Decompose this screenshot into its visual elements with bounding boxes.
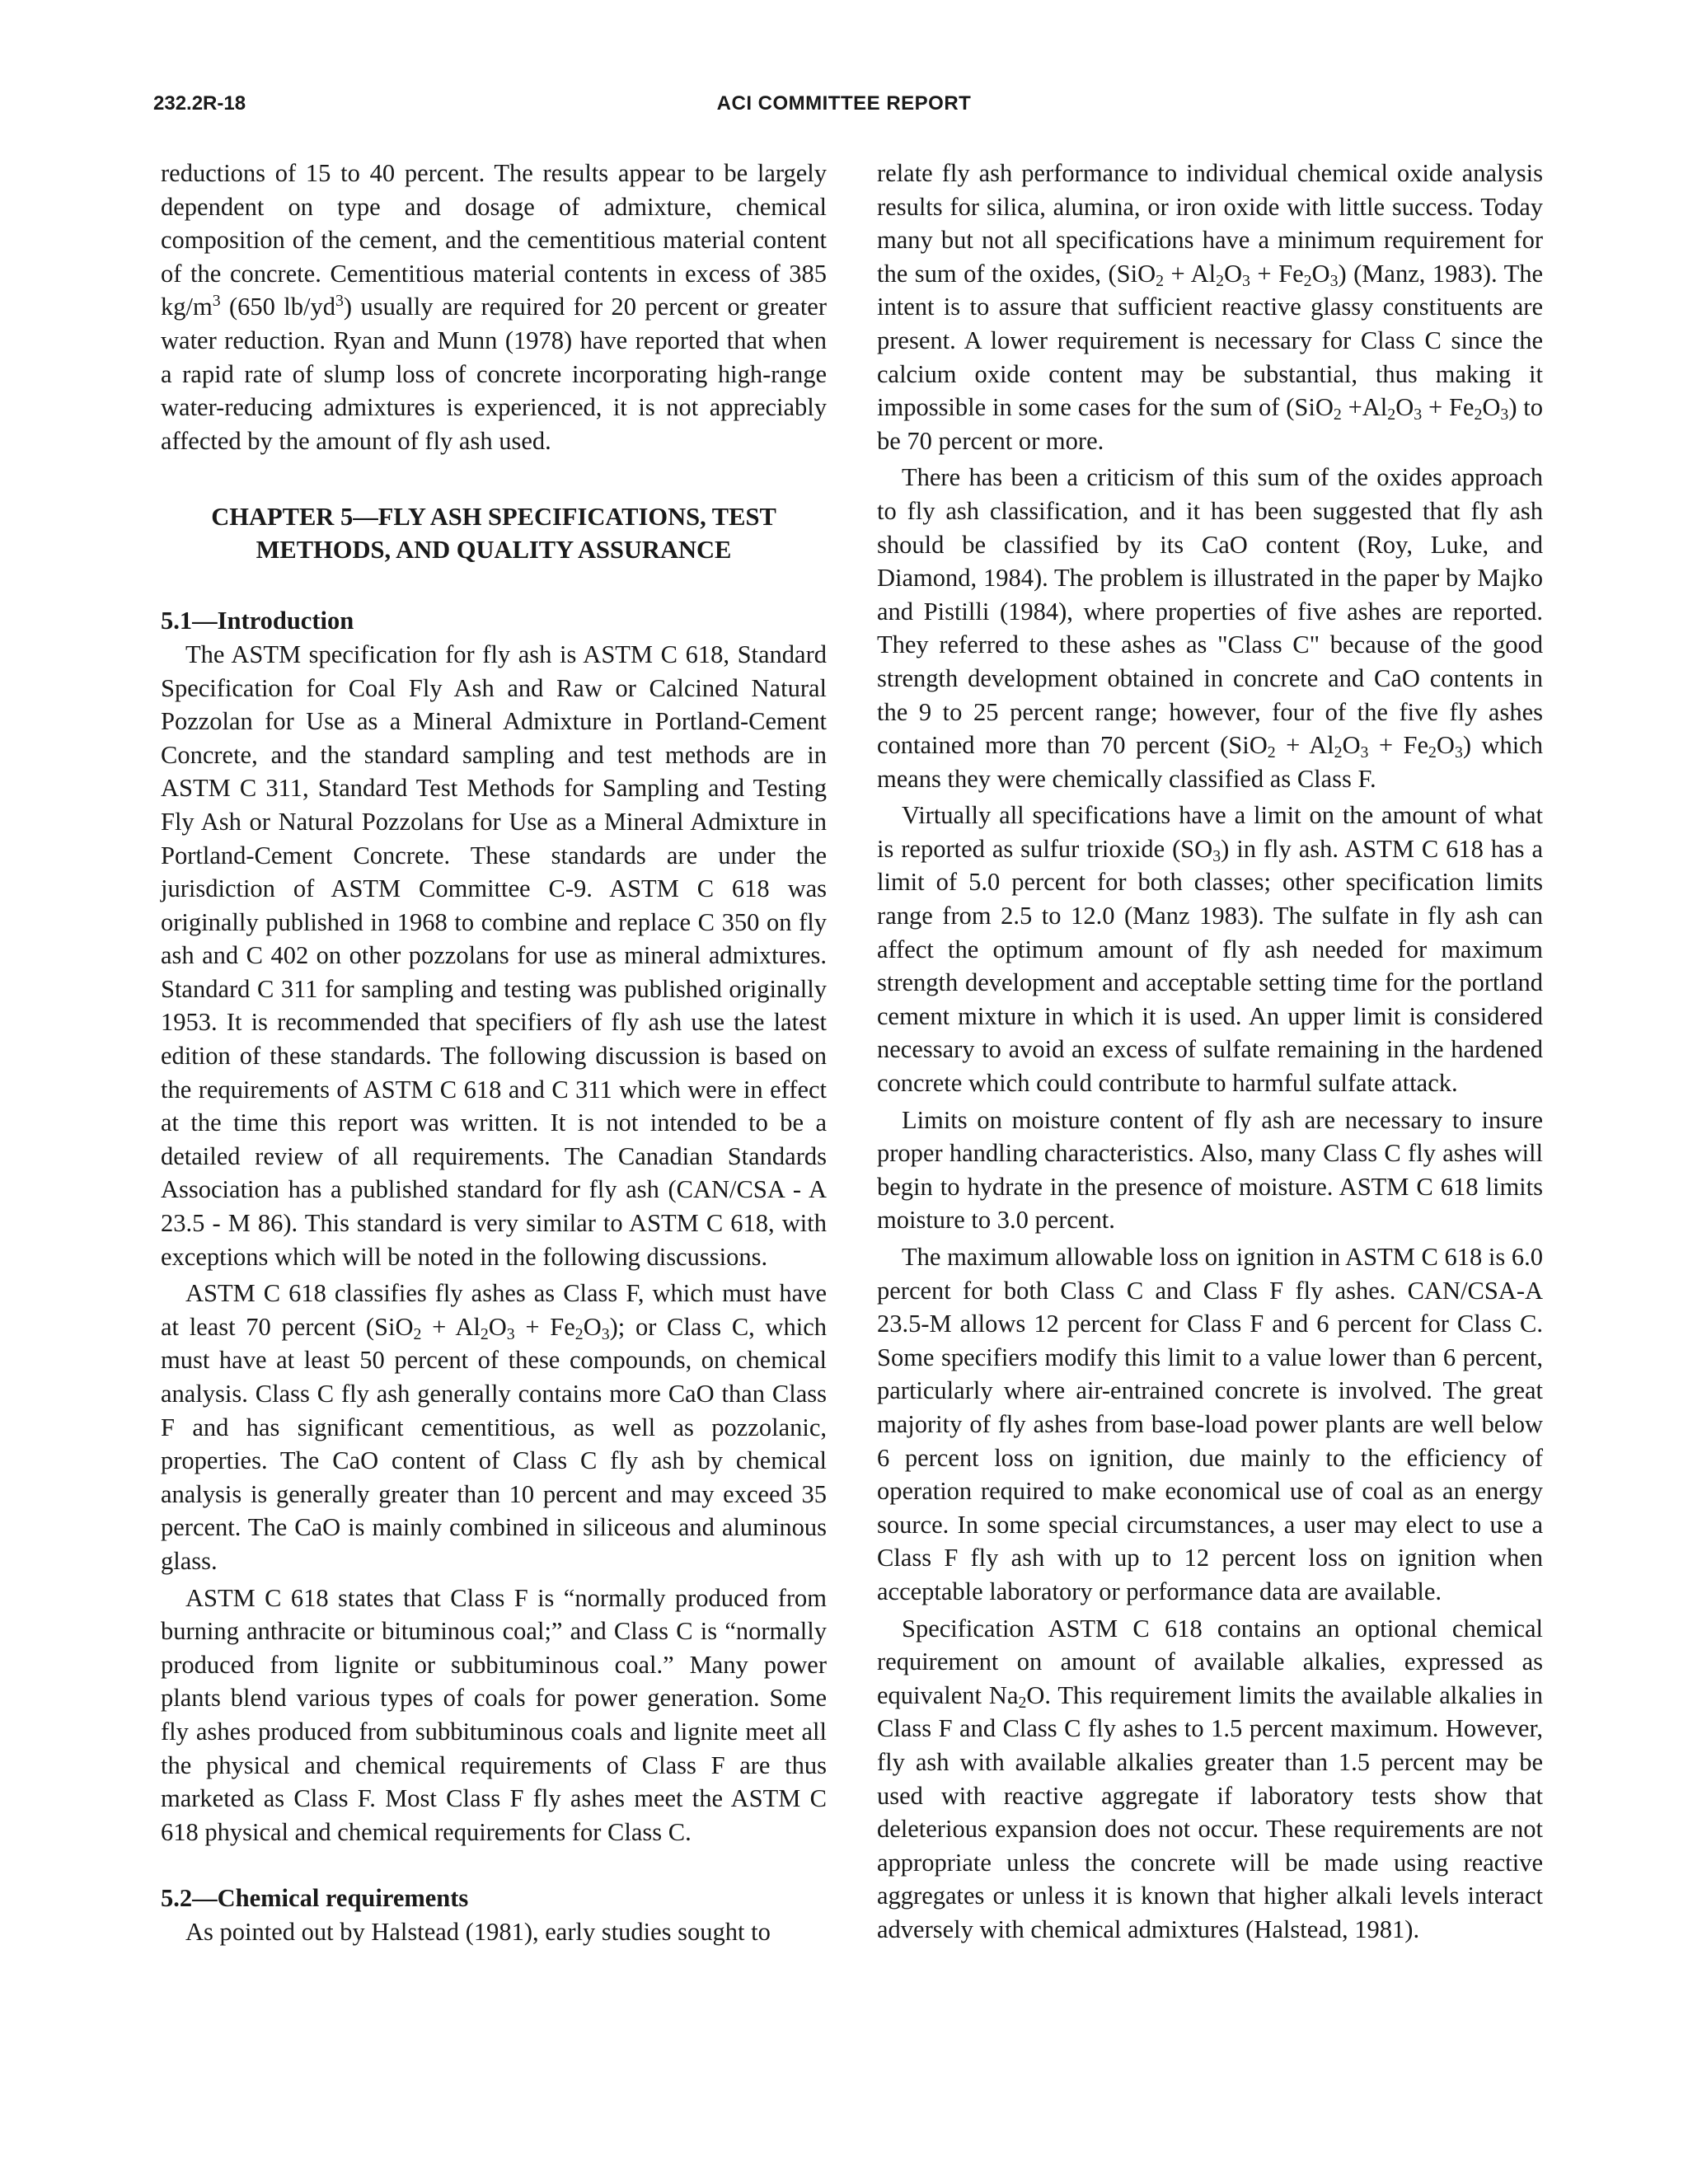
paragraph-moisture: Limits on moisture content of fly ash are necessary to insure proper handling characteristics. Also, many Class C fly ashes will begin to hydrate in the presence of moisture. ASTM C 618 limits moisture to 3.0 percent. — [877, 1105, 1543, 1235]
page-header — [153, 92, 1535, 125]
paragraph-intro-continuation: reductions of 15 to 40 percent. The results appear to be largely dependent on type and dosage of admixture, chemical composition of the cement, and the cementitious material content of the concrete. Cementitious material contents in excess of 385 $kg/m^3$ (650 $lb/yd^3$) usually are required for 20 percent or greater water reduction. Ryan and Munn (1978) have reported that when a rapid rate of slump loss of concrete incorporating high-range water-reducing admixtures is experienced, it is not appreciably affected by the amount of fly ash used. — [161, 159, 827, 455]
chapter-title-line: METHODS, AND QUALITY ASSURANCE — [256, 536, 732, 565]
chapter-title-line: CHAPTER 5—FLY ASH SPECIFICATIONS, TEST — [211, 503, 776, 532]
left-column — [161, 157, 827, 1952]
paragraph-5-2-a: As pointed out by Halstead (1981), early studies sought to — [185, 1917, 771, 1946]
paragraph-5-1-c: ASTM C 618 states that Class F is “normally produced from burning anthracite or bituminous coal;” and Class C is “normally produced from lignite or subbituminous coal.” Many power plants blend various types of coals for power generation. Some fly ashes produced from subbituminous coals and lignite meet all the physical and chemical requirements of Class F are thus marketed as Class F. Most Class F fly ashes meet the ASTM C 618 physical and chemical requirements for Class C. — [161, 1583, 827, 1846]
running-title: ACI COMMITTEE REPORT — [716, 92, 972, 115]
paragraph-loss-on-ignition: The maximum allowable loss on ignition in ASTM C 618 is 6.0 percent for both Class C and Class F fly ashes. CAN/CSA-A 23.5-M allows 12 percent for Class F and 6 percent for Class C. Some specifiers modify this limit to a value lower than 6 percent, particularly where air-entrained concrete is involved. The great majority of fly ashes from base-load power plants are well below 6 percent loss on ignition, due mainly to the efficiency of operation required to make economical use of coal as an energy source. In some special circumstances, a user may elect to use a Class F fly ash with up to 12 percent loss on ignition when acceptable laboratory or performance data are available. — [877, 1243, 1543, 1605]
section-5-2-heading: 5.2—Chemical requirements — [161, 1884, 469, 1913]
paragraph-oxide-criticism: There has been a criticism of this sum of the oxides approach to fly ash classification, and it has been suggested that fly ash should be classified by its CaO content (Roy, Luke, and Diamond, 1984). The problem is illustrated in the paper by Majko and Pistilli (1984), where properties of five ashes are reported. They referred to these ashes as "Class C" because of the good strength development obtained in concrete and CaO contents in the 9 to 25 percent range; however, four of the five fly ashes contained more than 70 percent $(SiO_2 + Al_2O_3 + Fe_2O_3)$ which means they were chemically classified as Class F. — [877, 463, 1543, 793]
paragraph-5-1-a: The ASTM specification for fly ash is ASTM C 618, Standard Specification for Coal Fly Ash and Raw or Calcined Natural Pozzolan for Use as a Mineral Admixture in Portland-Cement Concrete, and the standard sampling and test methods are in ASTM C 311, Standard Test Methods for Sampling and Testing Fly Ash or Natural Pozzolans for Use as a Mineral Admixture in Portland-Cement Concrete. These standards are under the jurisdiction of ASTM Committee C-9. ASTM C 618 was originally published in 1968 to combine and replace C 350 on fly ash and C 402 on other pozzolans for use as mineral admixtures. Standard C 311 for sampling and testing was published originally 1953. It is recommended that specifiers of fly ash use the latest edition of these standards. The following discussion is based on the requirements of ASTM C 618 and C 311 which were in effect at the time this report was written. It is not intended to be a detailed review of all requirements. The Canadian Standards Association has a published standard for fly ash (CAN/CSA - A 23.5 - M 86). This standard is very similar to ASTM C 618, with exceptions which will be noted in the following discussions. — [161, 640, 827, 1271]
paragraph-5-2-continuation: relate fly ash performance to individual chemical oxide analysis results for silica, alumina, or iron oxide with little success. Today many but not all specifications have a minimum requirement for the sum of the oxides, $(SiO_2 + Al_2O_3 + Fe_2O_3)$ (Manz, 1983). The intent is to assure that sufficient reactive glassy constituents are present. A lower requirement is necessary for Class C since the calcium oxide content may be substantial, thus making it impossible in some cases for the sum of $(SiO_2 +Al_2O_3 + Fe_2O_3)$ to be 70 percent or more. — [877, 159, 1544, 455]
section-5-1-heading: 5.1—Introduction — [161, 607, 354, 635]
paragraph-alkalies: Specification ASTM C 618 contains an optional chemical requirement on amount of available alkalies, expressed as equivalent $Na_2O$. This requirement limits the available alkalies in Class F and Class C fly ashes to 1.5 percent maximum. However, fly ash with available alkalies greater than 1.5 percent may be used with reactive aggregate if laboratory tests show that deleterious expansion does not occur. These requirements are not appropriate unless the concrete will be made using reactive aggregates or unless it is known that higher alkali levels interact adversely with chemical admixtures (Halstead, 1981). — [877, 1614, 1543, 1943]
paragraph-5-1-b: ASTM C 618 classifies fly ashes as Class F, which must have at least 70 percent $(SiO_2 + Al_2O_3 + Fe_2O_3)$; or Class C, which must have at least 50 percent of these compounds, on chemical analysis. Class C fly ash generally contains more CaO than Class F and has significant cementitious, as well as pozzolanic, properties. The CaO content of Class C fly ash by chemical analysis is generally greater than 10 percent and may exceed 35 percent. The CaO is mainly combined in siliceous and aluminous glass. — [161, 1279, 828, 1575]
page-number: 232.2R-18 — [153, 92, 246, 115]
right-column — [877, 157, 1543, 1949]
paragraph-sulfur-trioxide: Virtually all specifications have a limit on the amount of what is reported as sulfur trioxide $(SO_3)$ in fly ash. ASTM C 618 has a limit of 5.0 percent for both classes; other specification limits range from 2.5 to 12.0 (Manz 1983). The sulfate in fly ash can affect the optimum amount of fly ash needed for maximum strength development and acceptable setting time for the portland cement mixture in which it is used. An upper limit is considered necessary to avoid an excess of sulfate remaining in the hardened concrete which could contribute to harmful sulfate attack. — [877, 801, 1544, 1098]
chapter-5-title — [161, 500, 827, 566]
